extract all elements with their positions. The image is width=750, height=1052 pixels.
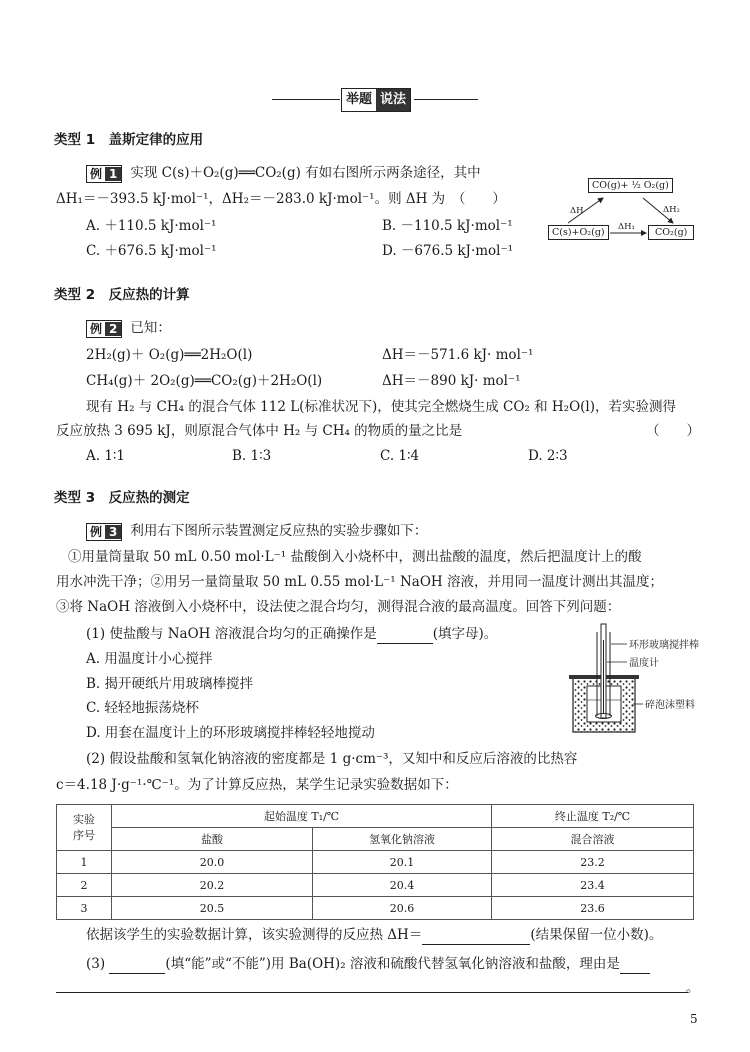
example-3-option-c: C. 轻轻地振荡烧杯 [86, 700, 199, 716]
section-title-2: 类型 2 反应热的计算 [54, 287, 190, 303]
diagram-label-dh1: ΔH₁ [618, 222, 635, 232]
example-2-stem-line-2: 反应放热 3 695 kJ，则原混合气体中 H₂ 与 CH₄ 的物质的量之比是 [56, 423, 463, 439]
header-start-temp: 起始温度 T₁/℃ [112, 805, 492, 828]
example-1-option-d: D. －676.5 kJ·mol⁻¹ [382, 243, 514, 259]
label-foam: 碎泡沫塑料 [645, 700, 695, 711]
header-rule-left [272, 99, 340, 100]
tag-label: 例 [90, 524, 103, 539]
example-1-option-c: C. ＋676.5 kJ·mol⁻¹ [86, 243, 217, 259]
cell-n: 1 [57, 851, 112, 874]
banner-left: 举题 [346, 92, 373, 107]
question-1-suffix: (填字母)。 [432, 626, 498, 642]
example-1-stem-line-2: ΔH₁＝－393.5 kJ·mol⁻¹，ΔH₂＝－283.0 kJ·mol⁻¹。则 ΔH 为 （ ） [56, 191, 506, 207]
procedure-line-1: ①用量筒量取 50 mL 0.50 mol·L⁻¹ 盐酸倒入小烧杯中，测出盐酸的温度，然后把温度计上的酸 [68, 549, 642, 565]
procedure-line-2: 用水冲洗干净；②用另一量筒量取 50 mL 0.55 mol·L⁻¹ NaOH 溶液，并用同一温度计测出其温度； [56, 574, 663, 590]
example-1-stem-line-1 [86, 163, 481, 183]
example-3-intro [86, 521, 427, 541]
example-1-tag [86, 165, 122, 183]
hess-diagram [548, 176, 700, 248]
tag-label: 例 [90, 166, 103, 181]
question-1 [86, 624, 497, 644]
example-2-stem-line-1: 现有 H₂ 与 CH₄ 的混合气体 112 L(标准状况下)，使其完全燃烧生成 CO₂ 和 H₂O(l)，若实验测得 [86, 399, 676, 415]
example-3-option-b: B. 揭开硬纸片用玻璃棒搅拌 [86, 676, 254, 692]
label-thermometer: 温度计 [629, 658, 659, 669]
cell-naoh: 20.6 [313, 897, 492, 920]
table-header-row [57, 805, 694, 828]
cell-mix: 23.6 [492, 897, 694, 920]
answer-blank-1[interactable] [377, 627, 433, 644]
equation-2-enthalpy: ΔH＝－890 kJ· mol⁻¹ [382, 373, 521, 389]
example-2-answer-paren: （ ） [646, 423, 700, 439]
table-subheader-row [57, 828, 694, 851]
cell-hcl: 20.5 [112, 897, 313, 920]
equation-2: CH₄(g)＋ 2O₂(g)══CO₂(g)＋2H₂O(l) [86, 373, 323, 389]
example-2-option-a: A. 1∶1 [86, 448, 126, 464]
example-3-tag [86, 523, 122, 541]
table-row [57, 897, 694, 920]
diagram-box-right: CO₂(g) [648, 225, 694, 240]
example-2-intro [86, 318, 171, 338]
cell-naoh: 20.1 [313, 851, 492, 874]
question-2-line-2: c＝4.18 J·g⁻¹·℃⁻¹。为了计算反应热，某学生记录实验数据如下： [56, 777, 458, 793]
answer-line-reason[interactable] [56, 992, 688, 993]
diagram-box-left: C(s)+O₂(g) [548, 225, 609, 240]
answer-blank-3[interactable] [109, 957, 165, 974]
cell-mix: 23.2 [492, 851, 694, 874]
section-title-3: 类型 3 反应热的测定 [54, 490, 190, 506]
equation-1-enthalpy: ΔH＝－571.6 kJ· mol⁻¹ [382, 347, 534, 363]
page-number: 5 [690, 1012, 698, 1026]
header-naoh: 氢氧化钠溶液 [313, 828, 492, 851]
question-3-end-mark: 。 [686, 980, 700, 996]
cell-hcl: 20.2 [112, 874, 313, 897]
cell-naoh: 20.4 [313, 874, 492, 897]
question-1-text: (1) 使盐酸与 NaOH 溶液混合均匀的正确操作是 [86, 626, 377, 642]
section-banner [341, 88, 411, 112]
example-2-option-b: B. 1∶3 [232, 448, 272, 464]
header-mix: 混合溶液 [492, 828, 694, 851]
example-2-option-c: C. 1∶4 [380, 448, 420, 464]
cell-n: 3 [57, 897, 112, 920]
experiment-data-table [56, 804, 694, 920]
header-exp-line-2: 序号 [73, 828, 95, 842]
equation-1: 2H₂(g)＋ O₂(g)══2H₂O(l) [86, 347, 253, 363]
cell-hcl: 20.0 [112, 851, 313, 874]
example-2-intro-text: 已知： [130, 320, 171, 336]
answer-blank-2[interactable] [422, 928, 530, 945]
procedure-line-3: ③将 NaOH 溶液倒入小烧杯中，设法使之混合均匀，测得混合液的最高温度。回答下列问题： [56, 599, 621, 615]
cell-n: 2 [57, 874, 112, 897]
diagram-box-top: CO(g)+ ½ O₂(g) [588, 178, 673, 193]
example-2-option-d: D. 2∶3 [528, 448, 568, 464]
header-end-temp: 终止温度 T₂/℃ [492, 805, 694, 828]
label-ring-stirrer: 环形玻璃搅拌棒 [629, 640, 699, 651]
example-1-stem-text: 实现 C(s)＋O₂(g)══CO₂(g) 有如右图所示两条途径，其中 [130, 165, 481, 181]
calorimeter-diagram [565, 620, 735, 738]
table-row [57, 874, 694, 897]
tag-number: 3 [105, 525, 121, 539]
cell-mix: 23.4 [492, 874, 694, 897]
example-3-option-a: A. 用温度计小心搅拌 [86, 651, 213, 667]
header-rule-right [414, 99, 478, 100]
example-3-option-d: D. 用套在温度计上的环形玻璃搅拌棒轻轻地搅动 [86, 725, 375, 741]
example-3-intro-text: 利用右下图所示装置测定反应热的实验步骤如下： [130, 523, 428, 539]
diagram-label-dh: ΔH [570, 206, 584, 216]
question-2-answer-line [86, 925, 662, 945]
question-3-number: (3) [86, 956, 106, 972]
example-1-option-b: B. －110.5 kJ·mol⁻¹ [382, 218, 513, 234]
question-3-text: (填“能”或“不能”)用 Ba(OH)₂ 溶液和硫酸代替氢氧化钠溶液和盐酸，理由是 [165, 956, 620, 972]
table-row [57, 851, 694, 874]
question-2-line-1: (2) 假设盐酸和氢氧化钠溶液的密度都是 1 g·cm⁻³，又知中和反应后溶液的比热容 [86, 751, 578, 767]
header-hcl: 盐酸 [112, 828, 313, 851]
banner-right: 说法 [376, 89, 410, 111]
answer-blank-4[interactable] [620, 957, 650, 974]
header-exp-line-1: 实验 [73, 812, 95, 826]
example-2-tag [86, 320, 122, 338]
example-1-option-a: A. ＋110.5 kJ·mol⁻¹ [86, 218, 217, 234]
question-2-answer-suffix: (结果保留一位小数)。 [530, 927, 663, 943]
question-3 [86, 954, 650, 974]
tag-number: 2 [105, 322, 121, 336]
tag-label: 例 [90, 321, 103, 336]
tag-number: 1 [105, 167, 121, 181]
question-2-answer-text: 依据该学生的实验数据计算，该实验测得的反应热 ΔH＝ [86, 927, 423, 943]
diagram-label-dh2: ΔH₂ [663, 205, 680, 215]
section-title-1: 类型 1 盖斯定律的应用 [54, 132, 204, 148]
header-experiment-number [57, 805, 112, 851]
